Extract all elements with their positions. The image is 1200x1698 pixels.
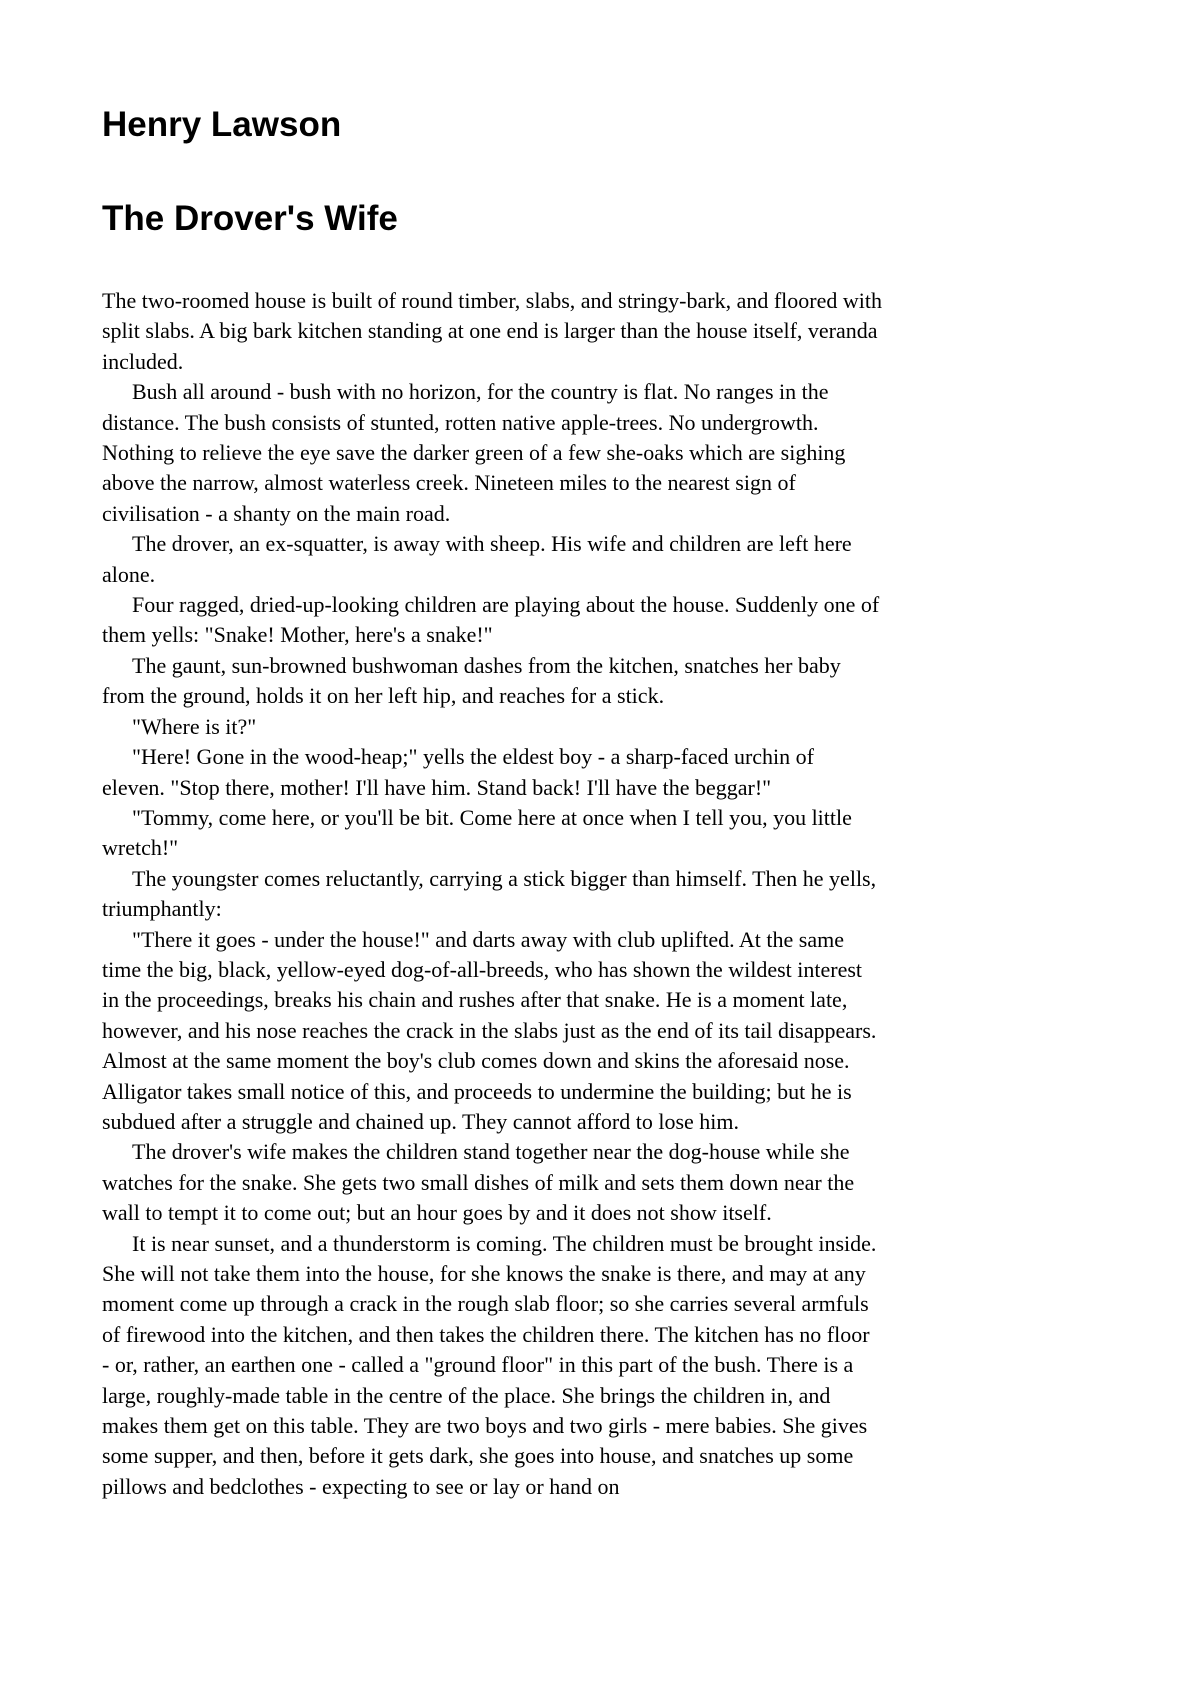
story-body bbox=[102, 286, 882, 1502]
document-content bbox=[102, 100, 882, 1502]
paragraph: The drover's wife makes the children stand together near the dog-house while she watches for the snake. She gets two small dishes of milk and sets them down near the wall to tempt it to come out; but an hour goes by and it does not show itself. bbox=[102, 1139, 855, 1226]
paragraph: Four ragged, dried-up-looking children are playing about the house. Suddenly one of them yells: "Snake! Mother, here's a snake!" bbox=[102, 592, 880, 648]
paragraph: The gaunt, sun-browned bushwoman dashes from the kitchen, snatches her baby from the ground, holds it on her left hip, and reaches for a stick. bbox=[102, 652, 841, 709]
paragraph: Bush all around - bush with no horizon, for the country is flat. No ranges in the distance. The bush consists of stunted, rotten native apple-trees. No undergrowth. Nothing to relieve the eye save the darker green of a few she-oaks which are sighing above the narrow, almost waterless creek. Nineteen miles to the nearest sign of civilisation - a shanty on the main road. bbox=[102, 379, 846, 526]
paragraph: "There it goes - under the house!" and darts away with club uplifted. At the same time the big, black, yellow-eyed dog-of-all-breeds, who has shown the wildest interest in the proceedings, breaks his chain and rushes after that snake. He is a moment late, however, and his nose reaches the crack in the slabs just as the end of its tail disappears. Almost at the same moment the boy's club comes down and skins the aforesaid nose. Alligator takes small notice of this, and proceeds to undermine the building; but he is subdued after a struggle and chained up. They cannot afford to lose him. bbox=[102, 926, 877, 1134]
paragraph: It is near sunset, and a thunderstorm is coming. The children must be brought inside. She will not take them into the house, for she knows the snake is there, and may at any moment come up through a crack in the rough slab floor; so she carries several armfuls of firewood into the kitchen, and then takes the children there. The kitchen has no floor - or, rather, an earthen one - called a "ground floor" in this part of the bush. There is a large, roughly-made table in the centre of the place. She brings the children in, and makes them get on this table. They are two boys and two girls - mere babies. She gives some supper, and then, before it gets dark, she goes into house, and snatches up some pillows and bedclothes - expecting to see or lay or hand on bbox=[102, 1230, 877, 1499]
paragraph: "Where is it?" bbox=[132, 713, 257, 739]
story-title-heading: The Drover's Wife bbox=[102, 199, 398, 238]
paragraph: The drover, an ex-squatter, is away with sheep. His wife and children are left here alone. bbox=[102, 531, 852, 587]
author-heading: Henry Lawson bbox=[102, 105, 342, 144]
paragraph: "Here! Gone in the wood-heap;" yells the eldest boy - a sharp-faced urchin of eleven. "Stop there, mother! I'll have him. Stand back! I'll have the beggar!" bbox=[102, 744, 814, 800]
paragraph: The youngster comes reluctantly, carrying a stick bigger than himself. Then he yells, triumphantly: bbox=[102, 865, 877, 922]
paragraph: "Tommy, come here, or you'll be bit. Come here at once when I tell you, you little wretch!" bbox=[102, 804, 852, 861]
paragraph: The two-roomed house is built of round timber, slabs, and stringy-bark, and floored with split slabs. A big bark kitchen standing at one end is larger than the house itself, veranda included. bbox=[102, 288, 882, 374]
